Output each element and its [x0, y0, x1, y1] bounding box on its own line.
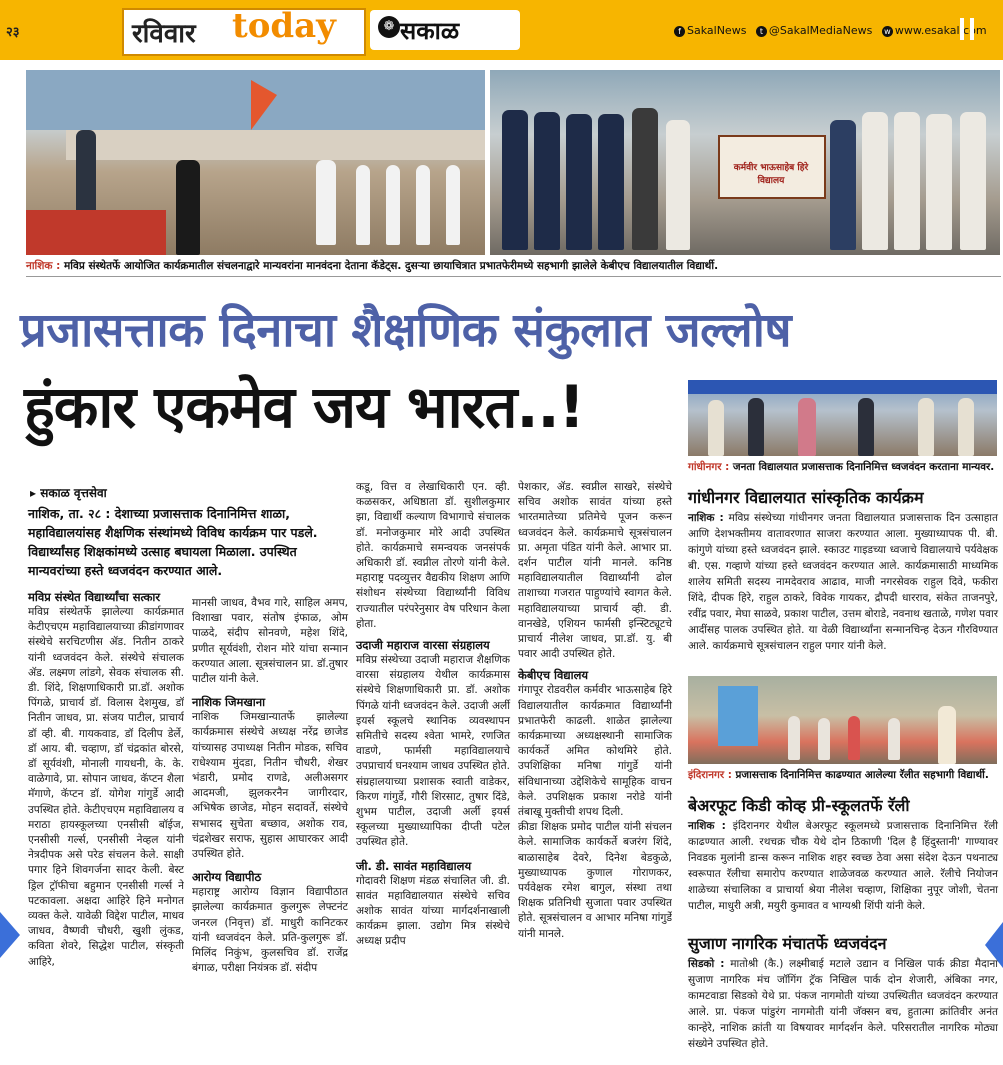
text-gandhinagar-tag: नाशिक : [688, 512, 724, 524]
byline-text: सकाळ वृत्तसेवा [40, 486, 107, 500]
byline [30, 484, 107, 501]
section-head-university: आरोग्य विद्यापीठ [192, 870, 262, 885]
text-barefoot-body: इंदिरानगर येथील बेअरफूट स्कूलमध्ये प्रजासत्ताक दिनानिमित्त रॅली काढण्यात आली. रथचक्र चौक येथे दोन ठिकाणी 'दिल है हिंदुस्तानी' गाण्यावर निवडक मुलांनी डान्स करून नाशिक शहर स्वच्छ ठेवा असा संदेश देऊन पथनाट्य स्वरूपात रॅलीचा समारोप करण्यात शाळेजवळ करण्यात आले. रॅलीचे नियोजन शाळेच्या संचालिका व प्राचार्या श्रेया नीलेश चव्हाण, शिक्षिका नुपूर जोशी, चेतना पाटील, माधुरी अत्री, मयुरी कुमावत व भाग्यश्री शिंपी यांनी केले. [688, 820, 999, 912]
article-lead: नाशिक, ता. २८ : देशाच्या प्रजासत्ताक दिनानिमित्त शाळा, महाविद्यालयांसह शैक्षणिक संस्थांमध्ये विविध कार्यक्रम पार पडले. विद्यार्थ्यांसह शिक्षकांमध्ये उत्साह बघायला मिळाला. उपस्थित मान्यवरांच्या हस्ते ध्वजवंदन करण्यात आले. [28, 506, 318, 578]
text-gandhinagar-body: मविप्र संस्थेच्या गांधीनगर जनता विद्यालयात प्रजासत्ताक दिन उत्साहात आणि देशभक्तीमय वातावरणात साजरा करण्यात आला. मुख्याध्यापक पी. बी. कांगुणे यांच्या हस्ते ध्वजवंदन झाले. स्काउट गाइडच्या ध्वजाचे विद्यालयाचे पर्यवेक्षक बी. एस. गव्हाणे यांच्या हस्ते ध्वजवंदन करण्यात आले. कार्यक्रमासाठी माध्यमिक शालेय समिती सदस्य नामदेवराव आढाव, माजी नगरसेवक राहुल दिवे, फकीरा शिंदे, दीपक हिरे, राहुल ठाकरे, विवेक गायकर, द्रौपदी धारराव, संकेत ताजनपुरे, रवींद्र पवार, मेघा साळवे, प्रकाश पाटील, उत्तम बोराडे, नवनाथ खताळे, गणेश पवार आदींसह पालक उपस्थित होते. या वेळी विद्यार्थ्यांना सन्मानचिन्ह देऊन गौरविण्यात आले. कार्यक्रमाचे सूत्रसंचालन राहुल पगार यांनी केले. [688, 512, 998, 652]
text-gandhinagar [688, 510, 998, 654]
heading-barefoot: बेअरफूट किडी कोव्ह प्री-स्कूलतर्फे रॅली [688, 796, 910, 815]
text-sujan [688, 956, 998, 1052]
byline-arrow-icon: ▸ [30, 486, 41, 500]
pause-bars-icon [960, 18, 974, 40]
paper-name: सकाळ [400, 17, 460, 45]
twitter-icon: t [756, 26, 767, 37]
text-sujan-body: मातोश्री (कै.) लक्ष्मीबाई मटाले उद्यान व निखिल पार्क क्रीडा मैदाना सुजाण नागरिक मंच जॉगिंग ट्रॅक निखिल पार्क दोन शेजारी, अंबिका नगर, कामटवाडा सिडको येथे प्रा. पंकज नागमोती यांच्या उपस्थितीत ध्वजवंदन करण्यात आले. प्रा. पंकज पांडुरंग नागमोती यांनी जॅक्सन बच, हुतात्मा क्रांतिवीर अनंत कान्हेरे, नाशिक क्रांती या विषयावर मार्गदर्शन केले. परिसरातील नागरिक मोठ्या संख्येने उपस्थित होते. [688, 958, 998, 1050]
social-facebook[interactable]: SakalNews [687, 24, 747, 37]
social-links [668, 24, 987, 37]
social-website[interactable]: www.esakal.com [894, 24, 987, 37]
column-2 [192, 596, 348, 995]
caption-gandhinagar [688, 460, 1000, 474]
section-text-kbh: गंगापूर रोडवरील कर्मवीर भाऊसाहेब हिरे विद्यालयातील कार्यक्रमात विद्यार्थ्यांनी प्रभातफेरी काढली. शाळेत झालेल्या कार्यक्रमाच्या अध्यक्षस्थानी सामाजिक कार्यकर्ते अमित कोथमिरे होते. उपशिक्षिका मनिषा गांगुर्डे यांनी संविधानाच्या उद्देशिकेचे सामूहिक वाचन केले. उपशिक्षक प्रकाश नरोडे यांनी तंबाखू मुक्तीची शपथ दिली. [518, 684, 672, 819]
social-twitter[interactable]: @SakalMediaNews [768, 24, 873, 37]
previous-page-arrow-icon[interactable] [0, 912, 20, 958]
school-banner-text: कर्मवीर भाऊसाहेब हिरे विद्यालय [733, 163, 809, 186]
section-head-museum: उदाजी महाराज वारसा संग्रहालय [356, 638, 490, 653]
page-number: २३ [6, 25, 20, 40]
caption-indiranagar-tag: इंदिरानगर : [688, 769, 732, 781]
section-head-kbh: केबीएच विद्यालय [518, 668, 589, 683]
headline-main: हुंकार एकमेव जय भारत..! [24, 373, 584, 441]
column-3-text: कडू, वित्त व लेखाधिकारी एन. व्ही. कळसकर, अधिष्ठाता डॉ. सुशीलकुमार झा, विद्यार्थी कल्याण विभागाचे संचालक डॉ. मनोजकुमार मोरे आदी उपस्थित होते. कार्यक्रमाचे समन्वयक जनसंपर्क अधिकारी डॉ. स्वप्नील तोरणे यांनी केले. महाराष्ट्र पदव्युत्तर वैद्यकीय शिक्षण आणि संशोधन संस्थेच्या विद्यार्थ्यांनी विविध राज्यातील परंपरेनुसार वेष परिधान केला होता. [356, 481, 510, 630]
caption-indiranagar [688, 768, 1000, 782]
heading-gandhinagar: गांधीनगर विद्यालयात सांस्कृतिक कार्यक्रम [688, 488, 924, 507]
red-carpet [26, 210, 166, 255]
column-1 [28, 590, 184, 1045]
column-4 [518, 480, 672, 960]
text-barefoot-tag: नाशिक : [688, 820, 726, 832]
sakal-logo-icon: ❁ [378, 16, 400, 38]
photo-caption-text: मविप्र संस्थेतर्फे आयोजित कार्यक्रमातील संचलनाद्वारे मान्यवरांना मानवंदना देताना कॅडेट्स. दुसऱ्या छायाचित्रात प्रभातफेरीमध्ये सहभागी झालेले केबीएच विद्यालयातील विद्यार्थी. [63, 260, 719, 272]
web-icon: w [882, 26, 893, 37]
section-text-university: महाराष्ट्र आरोग्य विज्ञान विद्यापीठात झालेल्या कार्यक्रमात कुलगुरू लेफ्टनंट जनरल (निवृत्त) डॉ. माधुरी कानिटकर यांनी ध्वजवंदन केले. प्रति-कुलगुरू डॉ. मिलिंद निकुंभ, कुलसचिव डॉ. राजेंद्र बंगाळ, परीक्षा नियंत्रक डॉ. संदीप [192, 886, 348, 975]
text-sujan-tag: सिडको : [688, 958, 725, 970]
section-head-gdsawant: जी. डी. सावंत महाविद्यालय [356, 858, 472, 873]
column-2-text: मानसी जाधव, वैभव गारे, साहिल अमप, विशाखा पवार, संतोष इंफाळ, ओम पाळदे, संदीप सोनवणे, महेश शिंदे, प्रणीत सूर्यवंशी, रोशन मोरे यांचा सन्मान करण्यात आला. सूत्रसंचालन प्रा. डॉ.तुषार पाटील यांनी केले. [192, 597, 348, 686]
section-head-mvp: मविप्र संस्थेत विद्यार्थ्यांचा सत्कार [28, 590, 161, 604]
section-text-mvp: मविप्र संस्थेतर्फे झालेल्या कार्यक्रमात केटीएचएम महाविद्यालयाच्या क्रीडांगणावर संस्थेचे सरचिटणीस ॲड. नितीन ठाकरे यांनी ध्वजवंदन केले. संस्थेचे संचालक ॲड. लक्ष्मण लांडगे, सेवक संचालक सी. डी. शिंदे, शिक्षणाधिकारी प्रा.डॉ. अशोक पिंगळे, प्राचार्य डॉ. विलास देशमुख, डॉ नितीन जाधव, प्रा. संजय पाटील, प्राचार्य डॉ व्ही. बी. गायकवाड, डॉ दिलीप डेर्ले, डॉ आय. बी. चव्हाण, डॉ चंद्रकांत बोरसे, डॉ सूर्यवंशी, मोनाली गायधनी, के. के. वाळेगावे, प्रा. सोपान जाधव, कॅप्टन शैला मॅगाणे, कॅप्टन डॉ. योगेश गांगुर्डे आदी उपस्थित होते. केटीएचएम महाविद्यालय व मराठा हायस्कूलच्या एनसीसी बॉईज, एनसीसी गर्ल्स, एनसीसी नेव्हल यांनी नेत्रदीपक असे परेड संचलन केले. साक्षी पगार हिने शिवगर्जना सादर केली. बेस्ट ड्रिल ट्रॉफीचा बहुमान एनसीसी गर्ल्स ने पटकावला. अक्षदा आहिरे हिने मनोगत व्यक्त केले. यावेळी विद्देश पाटील, माधव जाधव, वैष्णवी चौधरी, खुशी लुंकड, कविता शेवरे, सिद्धेश पाटील, संस्कृती आहिरे, [28, 606, 184, 968]
section-text-kbh-2: क्रीडा शिक्षक प्रमोद पाटील यांनी संचलन केले. सामाजिक कार्यकर्ते बजरंग शिंदे, बाळासाहेब देवरे, दिनेश बेडकुळे, मुख्याध्यापक कुणाल गोराणकर, पर्यवेक्षक रमेश बागुल, संस्था तथा शिक्षक प्रतिनिधी सुजाता पवार उपस्थित होते. सूत्रसंचालन व आभार मनिषा गांगुर्डे यांनी मानले. [518, 821, 672, 940]
divider [26, 276, 1001, 277]
photo-indiranagar [688, 676, 997, 764]
caption-indiranagar-text: प्रजासत्ताक दिनानिमित्त काढण्यात आलेल्या रॅलीत सहभागी विद्यार्थी. [735, 769, 989, 781]
section-head-gymkhana: नाशिक जिमखाना [192, 695, 266, 710]
column-3 [356, 480, 510, 966]
section-text-museum: मविप्र संस्थेच्या उदाजी महाराज शैक्षणिक वारसा संग्रहालय येथील कार्यक्रमास संस्थेचे शिक्षणाधिकारी प्रा. डॉ. अशोक पिंगळे यांनी ध्वजवंदन केले. उदाजी अर्ली इयर्स स्कूलचे स्थानिक व्यवस्थापन समितीचे सदस्य श्वेता भामरे, रणजित वाडणे, फार्मसी महाविद्यालयाचे उपप्राचार्य घनश्याम जाधव उपस्थित होते. संग्रहालयाच्या प्रशासक स्वाती वाडेकर, किरण गांगुर्डे, गौरी शिरसाट, तुषार दिंडे, शुभम पाटील, उदाजी अर्ली इयर्स स्कूलच्या मुख्याध्यापिका दीप्ती पटेल उपस्थित होते. [356, 654, 510, 849]
column-4-text: पेशकार, ॲड. स्वप्नील साखरे, संस्थेचे सचिव अशोक सावंत यांच्या हस्ते भारतमातेच्या प्रतिमेचे पूजन करून ध्वजवंदन केले. कार्यक्रमाचे सूत्रसंचालन प्रा. अमृता पंडित यांनी केले. आभार प्रा. दर्शन पाटील यांनी मानले. कनिष्ठ महाविद्यालयातील विद्यार्थ्यांनी ढोल ताशाच्या गजरात पाहुण्यांचे स्वागत केले. महाविद्यालयाच्या प्राचार्य व्ही. डी. वानखेडे, एशियन फार्मसी इन्स्टिट्यूटचे प्राचार्य नीलेश जाधव, प्रा.डॉ. यु. बी पवार आदी उपस्थित होते. [518, 481, 672, 661]
brand-marathi: रविवार [132, 19, 196, 49]
heading-sujan: सुजाण नागरिक मंचातर्फे ध्वजवंदन [688, 934, 887, 953]
text-barefoot [688, 818, 998, 914]
caption-gandhinagar-text: जनता विद्यालयात प्रजासत्ताक दिनानिमित्त ध्वजवंदन करताना मान्यवर. [732, 461, 995, 473]
section-text-gdsawant: गोदावरी शिक्षण मंडळ संचालित जी. डी. सावंत महाविद्यालयात संस्थेचे सचिव अशोक सावंत यांच्या मार्गदर्शनाखाली कार्यक्रम झाला. उद्योग मित्र संस्थेचे अध्यक्ष प्रदीप [356, 874, 510, 948]
headline-kicker: प्रजासत्ताक दिनाचा शैक्षणिक संकुलात जल्लोष [20, 303, 792, 358]
facebook-icon: f [674, 26, 685, 37]
photo-caption-tag: नाशिक : [26, 260, 61, 272]
photo-caption [26, 259, 1001, 273]
section-text-gymkhana: नाशिक जिमखान्यातर्फे झालेल्या कार्यक्रमास संस्थेचे अध्यक्ष नरेंद्र छाजेड यांच्यासह उपाध्यक्ष नितीन मोडक, सचिव राधेश्याम मुंदडा, नितीन चौधरी, शेखर भंडारी, प्रमोद राणडे, अलीअसगर आदमजी, झुलकरनैन जागीरदार, अभिषेक छाजेड, मोहन सदावर्ते, संस्थेचे सभासद सुचेता बच्छाव, अशोक राव, चंद्रशेखर सराफ, सुहास आघारकर आदी उपस्थित होते. [192, 711, 348, 861]
brand-english: today [232, 6, 336, 46]
photo-gandhinagar [688, 380, 997, 456]
caption-gandhinagar-tag: गांधीनगर : [688, 461, 730, 473]
